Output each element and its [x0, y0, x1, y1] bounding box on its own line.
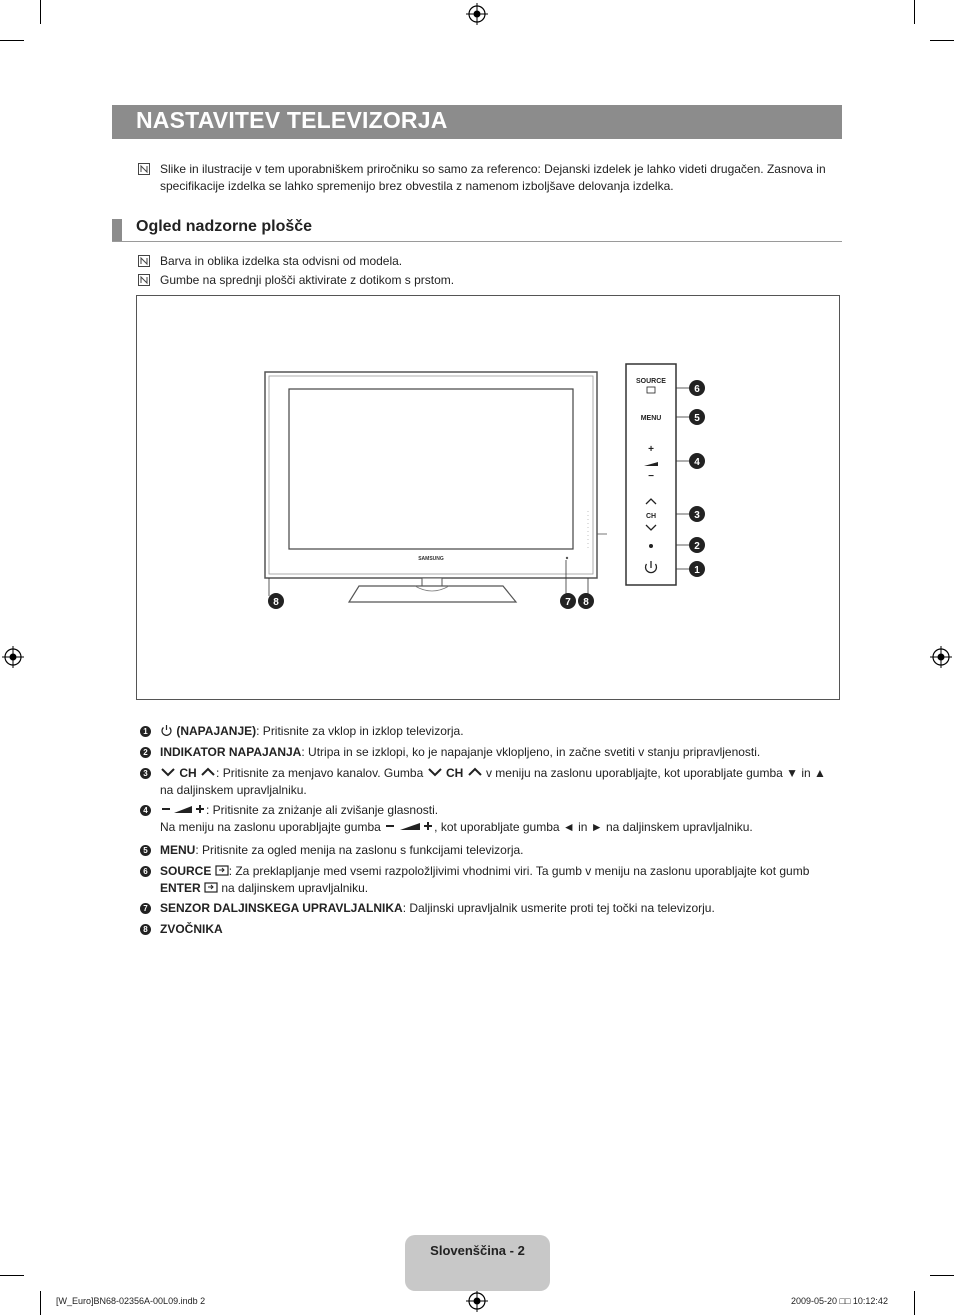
note-icon: [138, 255, 150, 267]
legend-term: ENTER: [160, 881, 201, 895]
chevron-up-icon: [467, 767, 483, 777]
callout-1: [689, 561, 705, 577]
crop-mark: [914, 1291, 915, 1315]
section-divider: [112, 241, 842, 242]
legend-desc: : Daljinski upravljalnik usmerite proti tej točki na televizorju.: [402, 901, 715, 915]
chevron-up-icon: [200, 767, 216, 777]
page-title: NASTAVITEV TELEVIZORJA: [136, 107, 448, 133]
legend-number: 5: [140, 845, 151, 856]
crop-mark: [0, 40, 24, 41]
svg-text:7: 7: [565, 597, 571, 608]
legend-number: 6: [140, 866, 151, 877]
tv-illustration: [137, 296, 839, 699]
legend-desc: : Za preklapljanje med vsemi razpoložljivimi vhodnimi viri. Ta gumb v meniju na zaslonu uporabljajte kot gumb: [228, 864, 810, 878]
svg-text:4: 4: [694, 457, 700, 468]
crop-mark: [0, 1275, 24, 1276]
section-note: Barva in oblika izdelka sta odvisni od modela.: [160, 254, 403, 268]
page-label: Slovenščina - 2: [430, 1243, 525, 1258]
legend-item: [160, 863, 840, 897]
svg-text:3: 3: [694, 510, 700, 521]
crop-mark: [914, 0, 915, 24]
legend-number: 3: [140, 768, 151, 779]
channel-label: CH: [645, 513, 657, 520]
power-icon: [160, 724, 173, 736]
menu-button-label: MENU: [640, 415, 662, 422]
legend-item: [160, 723, 840, 740]
registration-mark-icon: [466, 3, 488, 25]
page-number-tab: [405, 1235, 550, 1291]
svg-text:6: 6: [694, 384, 700, 395]
note-icon: [138, 163, 150, 175]
source-enter-icon: [204, 882, 218, 893]
volume-minus-label: −: [648, 471, 654, 482]
legend-desc: na daljinskem upravljalniku.: [160, 783, 307, 797]
source-enter-icon: [215, 865, 229, 876]
source-button-label: SOURCE: [636, 378, 666, 385]
legend-item: [160, 900, 840, 917]
legend-term: (NAPAJANJE): [176, 724, 257, 738]
callout-3: [689, 506, 705, 522]
registration-mark-icon: [930, 646, 952, 668]
legend-desc: : Pritisnite za menjavo kanalov. Gumba: [216, 766, 424, 780]
tv-brand-logo: SAMSUNG: [418, 556, 444, 562]
legend-desc: : Pritisnite za zniżanje ali zvišanje glasnosti.: [206, 803, 439, 817]
svg-text:2: 2: [694, 541, 700, 552]
legend-term: CH: [179, 766, 197, 780]
crop-mark: [40, 1291, 41, 1315]
crop-mark: [930, 40, 954, 41]
intro-note: Slike in ilustracije v tem uporabniškem priročniku so samo za referenco: Dejanski izdelek je lahko videti drugačen. Zasnova in specifikacije izdelka se lahko spremenijo brez obvestila z namenom izboljšave delovanja izdelka.: [160, 162, 826, 193]
crop-mark: [40, 0, 41, 24]
svg-text:5: 5: [694, 413, 700, 424]
crop-mark: [930, 1275, 954, 1276]
legend-term: CH: [445, 766, 464, 780]
tv-stand: [349, 586, 516, 602]
power-indicator-dot: [649, 544, 653, 548]
callout-2: [689, 537, 705, 553]
note-icon: [138, 274, 150, 286]
legend-number: 2: [140, 747, 151, 758]
tv-screen: [289, 389, 573, 549]
volume-plus-label: +: [648, 444, 654, 455]
legend-item: [160, 744, 840, 761]
volume-controls-icon: [384, 820, 434, 832]
legend-item: [160, 921, 840, 938]
callout-4: [689, 453, 705, 469]
legend-number: 8: [140, 924, 151, 935]
registration-mark-icon: [466, 1290, 488, 1312]
legend-desc: : Pritisnite za ogled menija na zaslonu s funkcijami televizorja.: [195, 843, 524, 857]
legend-number: 4: [140, 805, 151, 816]
chevron-down-icon: [160, 767, 176, 777]
legend-term: MENU: [160, 843, 196, 857]
legend-item: [160, 842, 840, 859]
section-marker: [112, 219, 122, 241]
footer-filename: [W_Euro]BN68-02356A-00L09.indb 2: [56, 1296, 206, 1306]
legend-item: [160, 765, 840, 799]
legend-desc: Na meniju na zaslonu uporabljajte gumba: [160, 820, 381, 834]
callout-sensor: [560, 593, 576, 609]
callout-5: [689, 409, 705, 425]
legend-term: SOURCE: [160, 864, 212, 878]
legend-term: INDIKATOR NAPAJANJA: [160, 745, 302, 759]
svg-text:8: 8: [273, 597, 279, 608]
callout-speaker-right: [578, 593, 594, 609]
legend-desc: v meniju na zaslonu uporabljajte, kot uporabljate gumba ▼ in ▲: [485, 766, 826, 780]
legend-desc: : Utripa in se izklopi, ko je napajanje vklopljeno, in začne svetiti v stanju pripravljenosti.: [301, 745, 761, 759]
sensor-dot: [566, 557, 568, 559]
registration-mark-icon: [2, 646, 24, 668]
legend-desc: na daljinskem upravljalniku.: [221, 881, 369, 895]
legend-item: [160, 802, 840, 836]
callout-6: [689, 380, 705, 396]
callout-speaker-left: [268, 593, 284, 609]
footer-timestamp: 2009-05-20 □□ 10:12:42: [791, 1296, 888, 1306]
section-title: Ogled nadzorne plošče: [136, 218, 313, 235]
chevron-down-icon: [427, 767, 443, 777]
control-panel-diagram: [136, 295, 840, 700]
legend-number: 7: [140, 903, 151, 914]
legend-number: 1: [140, 726, 151, 737]
title-bar: [112, 105, 842, 139]
legend-desc: , kot uporabljate gumba ◄ in ► na daljinskem upravljalniku.: [434, 820, 753, 834]
svg-text:1: 1: [694, 565, 700, 576]
volume-controls-icon: [160, 803, 206, 815]
section-note: Gumbe na sprednji plošči aktivirate z dotikom s prstom.: [160, 273, 455, 287]
legend-term: ZVOČNIKA: [160, 922, 223, 936]
legend-term: SENZOR DALJINSKEGA UPRAVLJALNIKA: [160, 901, 403, 915]
svg-text:8: 8: [583, 597, 589, 608]
legend-desc: : Pritisnite za vklop in izklop televizorja.: [256, 724, 464, 738]
